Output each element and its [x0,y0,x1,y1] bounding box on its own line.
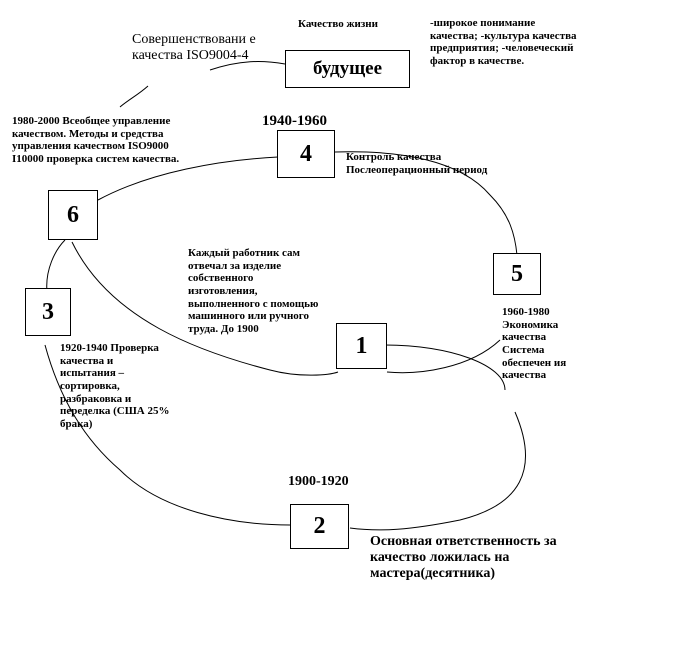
cycle-arc-1-to-5b [387,340,500,373]
stage-6-description: Всеобщее управление качеством. Методы и средства управления качеством ISO9000 I10000 проверка систем качества. [12,115,180,165]
future-box-label: будущее [312,58,383,79]
stage-3-box [25,288,71,336]
future-traits-list: -широкое понимание качества; -культура качества предприятия; -человеческий фактор в качестве. [430,17,577,67]
cycle-arc-3-to-6 [47,240,65,292]
stage-5-text [502,306,568,382]
stage-5-number: 5 [511,260,523,287]
quality-of-life-label: Качество жизни [298,18,378,30]
stage-6-box [48,190,98,240]
stage-6-period: 1980-2000 [12,115,60,127]
stage-3-period: 1920-1940 [60,342,108,354]
stage-5-description: Экономика качества Система обеспечен ия качества [502,318,567,382]
cycle-arc-5-to-2 [350,412,526,530]
stage-2-period: 1900-1920 [288,474,349,489]
stage-3-description: Проверка качества и испытания – сортировка, разбраковка и переделка (США 25% брака) [60,342,170,430]
stage-2-number: 2 [313,513,326,539]
stage-4-number: 4 [300,140,312,167]
future-box [285,50,410,88]
stage-6-text [12,115,197,166]
stage-4-description: Контроль качества Послеоперационный период [346,151,488,176]
stage-4-box [277,130,335,178]
stage-5-box [493,253,541,295]
stage-3-text [60,342,170,430]
stage-2-box [290,504,349,549]
iso-improvement-label: Совершенствовани е качества ISO9004-4 [132,32,256,64]
stage-3-number: 3 [42,298,54,325]
cycle-arc-iso-to-6 [120,86,148,107]
stage-1-box [336,323,387,369]
stage-1-text: Каждый работник сам отвечал за изделие собственного изготовления, выполненного с помощью машинного или ручного труда. До 1900 [188,247,319,335]
stage-5-period: 1960-1980 [502,306,550,318]
stage-2-description: Основная ответственность за качество ложилась на мастера(десятника) [370,534,557,582]
stage-6-number: 6 [67,201,79,228]
stage-1-number: 1 [355,332,368,359]
stage-4-period: 1940-1960 [262,113,327,129]
